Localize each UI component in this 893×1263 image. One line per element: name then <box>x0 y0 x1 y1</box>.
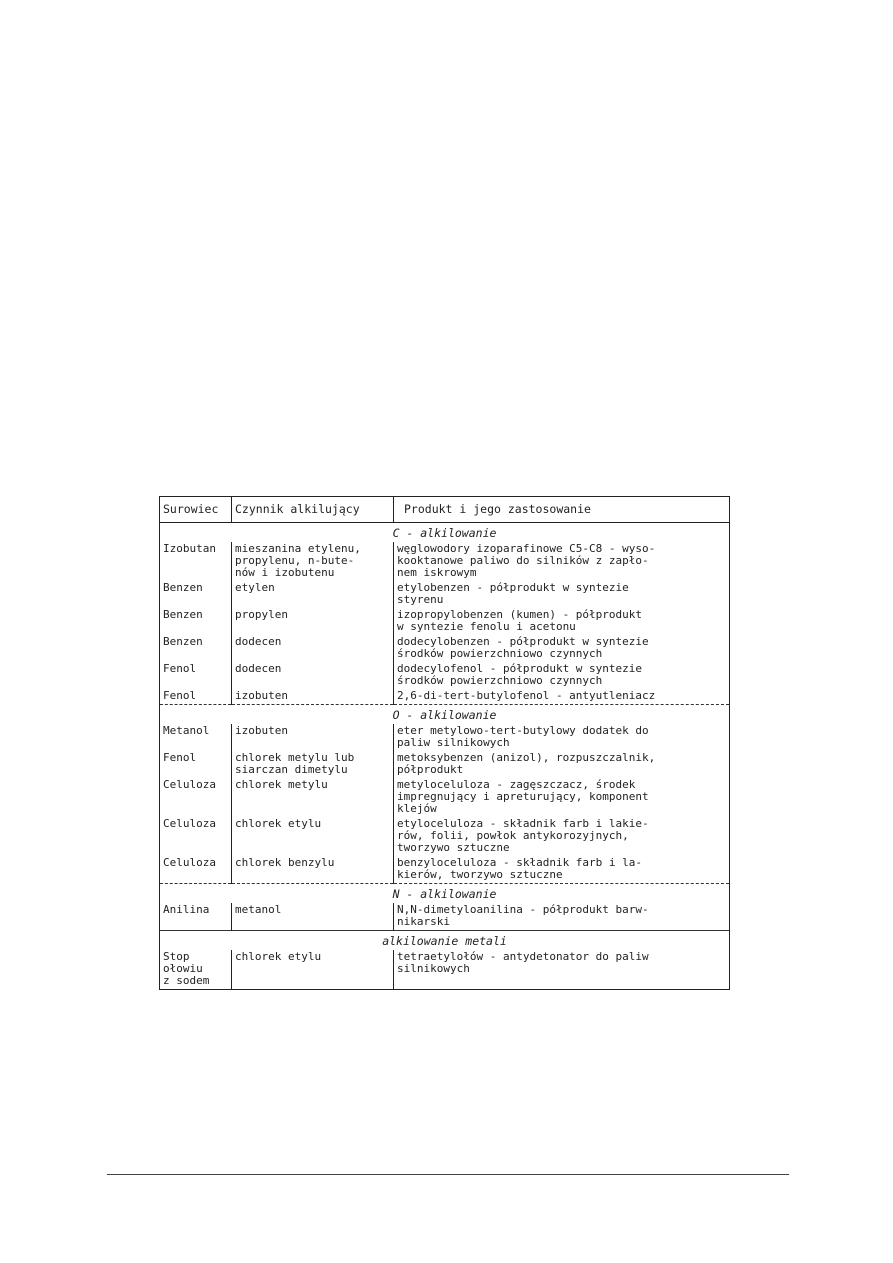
cell-raw-material-text: Anilina <box>163 903 210 916</box>
cell-raw-material-text: Izobutan <box>163 542 216 555</box>
section-heading-row <box>160 705 730 725</box>
cell-raw-material <box>160 635 232 662</box>
table-row <box>160 817 730 856</box>
cell-raw-material-text: Benzen <box>163 581 203 594</box>
cell-raw-material-text: Benzen <box>163 635 203 648</box>
cell-product-use <box>394 635 730 662</box>
cell-raw-material <box>160 751 232 778</box>
cell-alkylating-agent <box>232 817 394 856</box>
cell-product-use <box>394 724 730 751</box>
section-title: N - alkilowanie <box>160 884 730 904</box>
cell-alkylating-agent-text: chlorek etylu <box>235 950 322 963</box>
cell-product-use-text: 2,6-di-tert-butylofenol - antyutleniacz <box>397 689 656 702</box>
cell-raw-material <box>160 778 232 817</box>
section-title: C - alkilowanie <box>160 523 730 543</box>
cell-alkylating-agent <box>232 950 394 990</box>
cell-product-use <box>394 608 730 635</box>
cell-raw-material-text: Celuloza <box>163 856 216 869</box>
cell-product-use <box>394 689 730 705</box>
table-row <box>160 724 730 751</box>
cell-alkylating-agent <box>232 689 394 705</box>
cell-raw-material <box>160 903 232 931</box>
cell-alkylating-agent <box>232 635 394 662</box>
cell-product-use-text: izopropylobenzen (kumen) - półprodukt w syntezie fenolu i acetonu <box>397 608 643 633</box>
cell-raw-material <box>160 662 232 689</box>
cell-raw-material-text: Celuloza <box>163 817 216 830</box>
cell-alkylating-agent-text: mieszanina etylenu, propylenu, n-bute- nów i izobutenu <box>235 542 361 579</box>
cell-product-use <box>394 662 730 689</box>
cell-alkylating-agent-text: metanol <box>235 903 282 916</box>
header-product-use: Produkt i jego zastosowanie <box>394 497 730 523</box>
section-heading-row <box>160 884 730 904</box>
cell-raw-material-text: Metanol <box>163 724 210 737</box>
cell-alkylating-agent <box>232 581 394 608</box>
cell-product-use <box>394 817 730 856</box>
header-raw-material: Surowiec <box>160 497 232 523</box>
section-heading-row <box>160 523 730 543</box>
alkylation-table-scan <box>159 496 729 1110</box>
cell-product-use-text: dodecylofenol - półprodukt w syntezie środków powierzchniowo czynnych <box>397 662 643 687</box>
cell-product-use-text: N,N-dimetyloanilina - półprodukt barw- nikarski <box>397 903 649 928</box>
table-row <box>160 608 730 635</box>
cell-raw-material <box>160 542 232 581</box>
cell-alkylating-agent <box>232 903 394 931</box>
cell-alkylating-agent <box>232 856 394 884</box>
section-title: alkilowanie metali <box>160 931 730 951</box>
cell-product-use-text: etylobenzen - półprodukt w syntezie styrenu <box>397 581 629 606</box>
cell-alkylating-agent-text: chlorek metylu lub siarczan dimetylu <box>235 751 355 776</box>
cell-alkylating-agent-text: izobuten <box>235 724 288 737</box>
cell-alkylating-agent-text: chlorek benzylu <box>235 856 335 869</box>
cell-raw-material-text: Stop ołowiu z sodem <box>163 950 210 987</box>
table-header-row <box>160 497 730 523</box>
cell-raw-material <box>160 950 232 990</box>
cell-alkylating-agent <box>232 724 394 751</box>
table-row <box>160 903 730 931</box>
table-row <box>160 856 730 884</box>
cell-product-use <box>394 903 730 931</box>
alkylation-table <box>159 496 730 990</box>
cell-product-use <box>394 950 730 990</box>
cell-product-use-text: benzyloceluloza - składnik farb i la- kierów, tworzywo sztuczne <box>397 856 643 881</box>
cell-alkylating-agent <box>232 542 394 581</box>
table-body <box>160 523 730 990</box>
table-row <box>160 778 730 817</box>
cell-alkylating-agent <box>232 778 394 817</box>
cell-product-use-text: dodecylobenzen - półprodukt w syntezie środków powierzchniowo czynnych <box>397 635 649 660</box>
section-title: O - alkilowanie <box>160 705 730 725</box>
footer-divider <box>107 1174 789 1175</box>
table-row <box>160 581 730 608</box>
table-row <box>160 662 730 689</box>
cell-raw-material-text: Fenol <box>163 751 197 764</box>
cell-raw-material-text: Fenol <box>163 662 197 675</box>
cell-alkylating-agent <box>232 662 394 689</box>
cell-alkylating-agent-text: etylen <box>235 581 275 594</box>
cell-product-use <box>394 778 730 817</box>
cell-alkylating-agent-text: dodecen <box>235 635 282 648</box>
cell-raw-material <box>160 689 232 705</box>
cell-raw-material <box>160 608 232 635</box>
cell-product-use-text: etyloceluloza - składnik farb i lakie- rów, folii, powłok antykorozyjnych, tworzywo sztuczne <box>397 817 649 854</box>
cell-raw-material-text: Benzen <box>163 608 203 621</box>
cell-product-use-text: metoksybenzen (anizol), rozpuszczalnik, półprodukt <box>397 751 656 776</box>
cell-raw-material <box>160 581 232 608</box>
cell-alkylating-agent-text: propylen <box>235 608 288 621</box>
section-heading-row <box>160 931 730 951</box>
cell-product-use-text: metyloceluloza - zagęszczacz, środek impregnujący i apreturujący, komponent klejów <box>397 778 649 815</box>
cell-alkylating-agent-text: dodecen <box>235 662 282 675</box>
cell-raw-material-text: Fenol <box>163 689 197 702</box>
cell-product-use <box>394 581 730 608</box>
cell-raw-material <box>160 724 232 751</box>
cell-product-use <box>394 542 730 581</box>
cell-product-use <box>394 856 730 884</box>
cell-alkylating-agent-text: chlorek metylu <box>235 778 328 791</box>
cell-alkylating-agent-text: izobuten <box>235 689 288 702</box>
cell-alkylating-agent-text: chlorek etylu <box>235 817 322 830</box>
cell-raw-material <box>160 856 232 884</box>
cell-alkylating-agent <box>232 608 394 635</box>
cell-raw-material-text: Celuloza <box>163 778 216 791</box>
header-alkylating-agent: Czynnik alkilujący <box>232 497 394 523</box>
table-row <box>160 751 730 778</box>
table-row <box>160 689 730 705</box>
table-row <box>160 950 730 990</box>
cell-product-use-text: eter metylowo-tert-butylowy dodatek do paliw silnikowych <box>397 724 649 749</box>
cell-product-use-text: tetraetylołów - antydetonator do paliw silnikowych <box>397 950 649 975</box>
cell-product-use <box>394 751 730 778</box>
table-row <box>160 635 730 662</box>
cell-product-use-text: węglowodory izoparafinowe C5-C8 - wyso- kooktanowe paliwo do silników z zapło- nem iskrowym <box>397 542 656 579</box>
cell-raw-material <box>160 817 232 856</box>
table-row <box>160 542 730 581</box>
cell-alkylating-agent <box>232 751 394 778</box>
